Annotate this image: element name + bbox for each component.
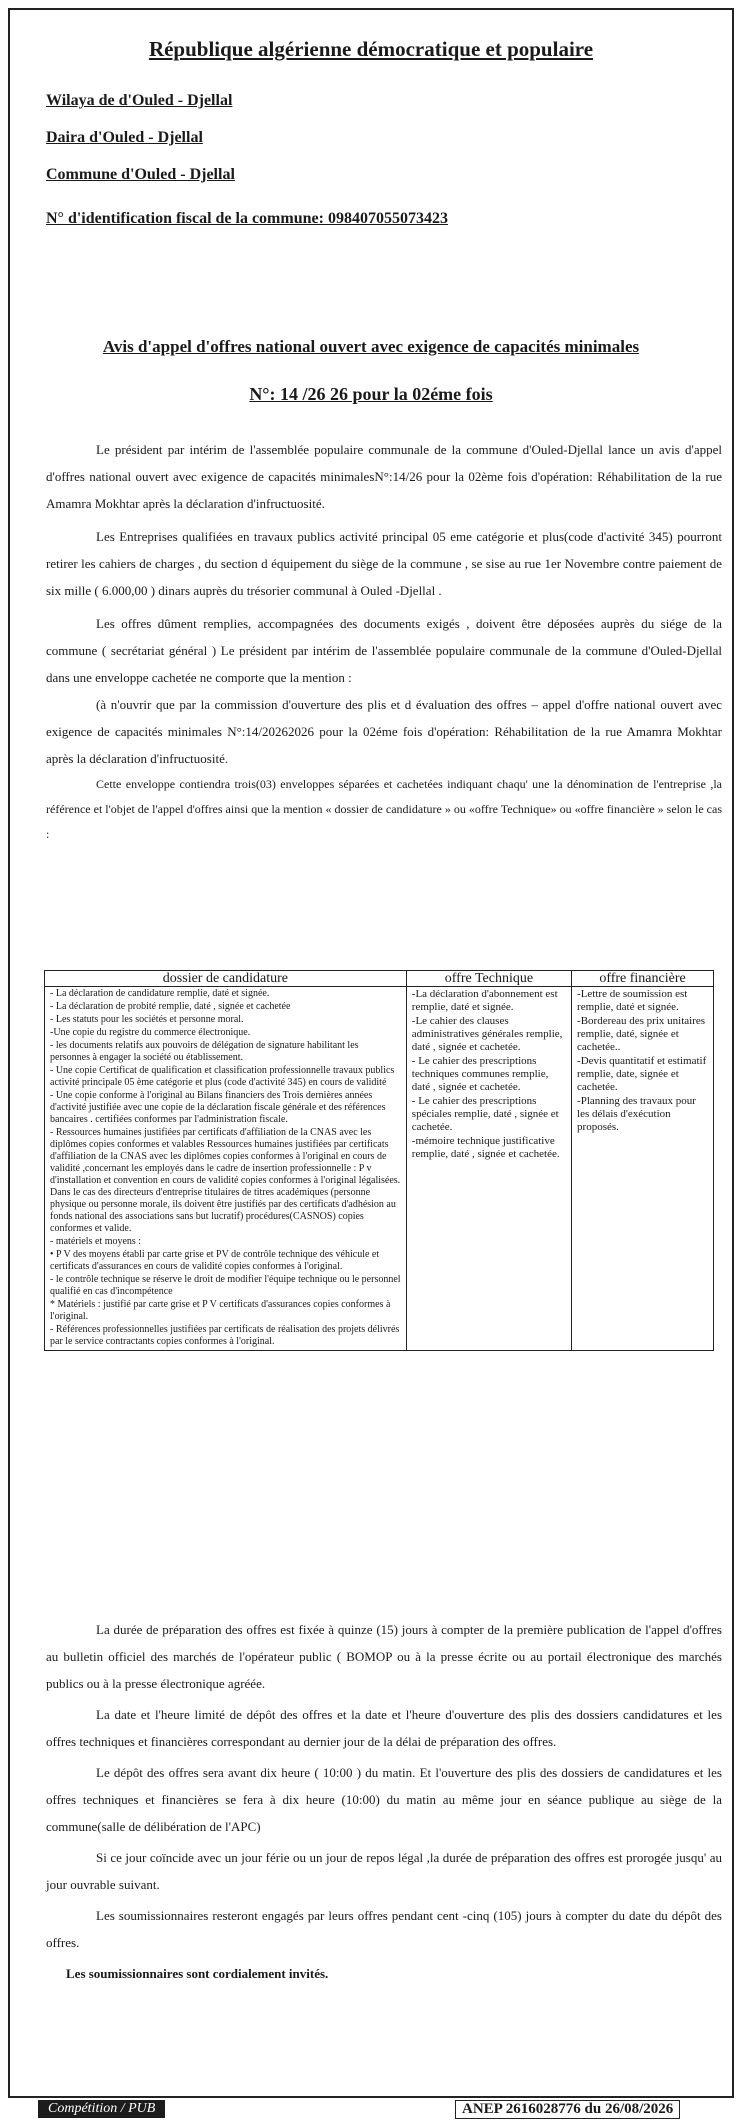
paragraph-qualified: Les Entreprises qualifiées en travaux publics activité principal 05 eme catégorie et plus(code d'activité 345) pourront retirer les cahiers de charges , du section d équipement du siège de la commune , se sise au rue 1er Novembre contre paiement de six mille ( 6.000,00 ) dinars auprès du trésorier communal à Ouled -Djellal . bbox=[46, 529, 722, 598]
paragraph-envelopes: Cette enveloppe contiendra trois(03) enveloppes séparées et cachetées indiquant chaqu' une la dénomination de l'entreprise ,la référence et l'objet de l'appel d'offres ainsi que la mention « dossier de candidature » ou «offre Technique» ou «offre financière » selon le cas : bbox=[46, 777, 722, 841]
list-item: • P V des moyens établi par carte grise et PV de contrôle technique des véhicule et certificats d'assurances en cours de validité copies conformes à l'original. bbox=[50, 1249, 380, 1272]
header-financiere: offre financière bbox=[572, 971, 714, 987]
list-item: -Lettre de soumission est remplie, daté et signée. bbox=[577, 988, 688, 1013]
list-item: - Les statuts pour les sociétés et personne moral. bbox=[50, 1014, 244, 1025]
closing-paragraphs bbox=[46, 1616, 722, 1987]
list-item: - Le cahier des prescriptions techniques communes remplie, daté , signée et cachetée. bbox=[411, 1055, 549, 1093]
notice-title: Avis d'appel d'offres national ouvert avec exigence de capacités minimales bbox=[102, 337, 640, 356]
list-item: - les documents relatifs aux pouvoirs de délégation de signature habilitant les personnes à engager la société ou établissement. bbox=[50, 1040, 359, 1063]
list-item: - Ressources humaines justifiées par certificats d'affiliation de la CNAS avec les diplômes copies conformes et valables Ressources humaines justifiées par certificats d'affiliation de la CNAS avec les diplômes copies conformes à l'original en cours de validité ,concernant les employés dans le cadre de insertion professionnelle : P v d'installation et convention en cours de validité copies conformes à l'original légalisées. Dans le cas des directeurs d'entreprise titulaires de titres académiques (personne physique ou personne morale, ils doivent être justifiés par des certificats d'adhésion au fonds national des associations sans but lucratif) procédures(CASNOS) copies conformes et valide. bbox=[50, 1127, 401, 1234]
paragraph-deadline: La date et l'heure limité de dépôt des offres et la date et l'heure d'ouverture des plis des dossiers candidatures et les offres techniques et financières correspondant au dernier jour de la délai de préparation des offres. bbox=[46, 1707, 722, 1749]
technique-cell bbox=[406, 987, 571, 1351]
header-technique: offre Technique bbox=[406, 971, 571, 987]
list-item: -Une copie du registre du commerce électronique. bbox=[50, 1027, 251, 1038]
list-item: - Une copie conforme à l'original au Bilans financiers des Trois dernières années d'activité justifiée avec une copie de la déclaration fiscale générale et des références bancaires . certifiées conformes par l'administration fiscale. bbox=[50, 1090, 386, 1125]
wilaya-line: Wilaya de d'Ouled - Djellal bbox=[46, 92, 233, 109]
paragraph-deposit: Les offres dûment remplies, accompagnées des documents exigés , doivent être déposées auprès du siége de la commune ( secrétariat général ) Le président par intérim de l'assemblée populaire communale de la commune d'Ouled-Djellal dans une enveloppe cachetée ne comporte que la mention : bbox=[46, 616, 722, 685]
daira-line: Daira d'Ouled - Djellal bbox=[46, 129, 203, 146]
list-item: - matériels et moyens : bbox=[50, 1236, 142, 1247]
paragraph-invitation: Les soumissionnaires sont cordialement invités. bbox=[66, 1966, 329, 1981]
list-item: - le contrôle technique se réserve le droit de modifier l'équipe technique ou le personnel qualifié en cas d'incompétence bbox=[50, 1274, 401, 1297]
list-item: - Le cahier des prescriptions spéciales remplie, daté , signée et cachetée. bbox=[411, 1095, 559, 1133]
list-item: - Références professionnelles justifiées par certificats de réalisation des projets délivrés par le service contractants copies conformes à l'original. bbox=[50, 1324, 400, 1347]
category-badge: Compétition / PUB bbox=[38, 2100, 165, 2118]
paragraph-validity: Les soumissionnaires resteront engagés par leurs offres pendant cent -cinq (105) jours à compter du date du dépôt des offres. bbox=[46, 1908, 722, 1950]
intro-paragraphs bbox=[46, 436, 722, 847]
list-item: - Une copie Certificat de qualification et classification professionnelle travaux publics activité principale 05 ème catégorie et plus (code d'activité 345) en cours de validité bbox=[50, 1065, 395, 1088]
notice-number: N°: 14 /26 26 pour la 02éme fois bbox=[249, 384, 493, 404]
fiscal-id-line: N° d'identification fiscal de la commune: 098407055073423 bbox=[46, 210, 448, 227]
list-item: * Matériels : justifié par carte grise et P V certificats d'assurances copies conformes à l'original. bbox=[50, 1299, 391, 1322]
list-item: -Bordereau des prix unitaires remplie, daté, signée et cachetée.. bbox=[577, 1015, 706, 1053]
paragraph-launch: Le président par intérim de l'assemblée populaire communale de la commune d'Ouled-Djellal lance un avis d'appel d'offres national ouvert avec exigence de capacités minimalesN°:14/26 pour la 02ème fois d'opération: Réhabilitation de la rue Amamra Mokhtar après la déclaration d'infructuosité. bbox=[46, 442, 722, 511]
republic-title: République algérienne démocratique et populaire bbox=[148, 37, 594, 61]
paragraph-holiday: Si ce jour coïncide avec un jour férie ou un jour de repos légal ,la durée de préparation des offres est prorogée jusqu' au jour ouvrable suivant. bbox=[46, 1850, 722, 1892]
list-item: -mémoire technique justificative remplie, daté , signée et cachetée. bbox=[411, 1135, 560, 1160]
commune-line: Commune d'Ouled - Djellal bbox=[46, 166, 235, 183]
financiere-cell bbox=[572, 987, 714, 1351]
documents-table bbox=[44, 970, 714, 1351]
paragraph-mention: (à n'ouvrir que par la commission d'ouverture des plis et d évaluation des offres – appel d'offre national ouvert avec exigence de capacités minimales N°:14/20262026 pour la 02éme fois d'opération: Réhabilitation de la rue Amamra Mokhtar après la déclaration d'infructuosité. bbox=[46, 697, 722, 766]
header-candidature: dossier de candidature bbox=[45, 971, 407, 987]
list-item: -Devis quantitatif et estimatif remplie, date, signée et cachetée. bbox=[577, 1055, 707, 1093]
list-item: - La déclaration de candidature remplie, daté et signée. bbox=[50, 988, 270, 999]
paragraph-duration: La durée de préparation des offres est fixée à quinze (15) jours à compter de la première publication de l'appel d'offres au bulletin officiel des marchés de l'opérateur public ( BOMOP ou à la presse écrite ou au portail électronique des marchés publics ou à la presse électronique agréée. bbox=[46, 1622, 722, 1691]
paragraph-opening-time: Le dépôt des offres sera avant dix heure ( 10:00 ) du matin. Et l'ouverture des plis des dossiers de candidatures et les offres techniques et financières se fera à dix heure (10:00) du matin au même jour en séance publique au siège de la commune(salle de délibération de l'APC) bbox=[46, 1765, 722, 1834]
candidature-cell bbox=[45, 987, 407, 1351]
list-item: - La déclaration de probité remplie, daté , signée et cachetée bbox=[50, 1001, 291, 1012]
list-item: -La déclaration d'abonnement est remplie, daté et signée. bbox=[411, 988, 558, 1013]
anep-reference: ANEP 2616028776 du 26/08/2026 bbox=[455, 2100, 680, 2119]
list-item: -Planning des travaux pour les délais d'exécution proposés. bbox=[577, 1095, 696, 1133]
list-item: -Le cahier des clauses administratives générales remplie, daté , signée et cachetée. bbox=[411, 1015, 563, 1053]
